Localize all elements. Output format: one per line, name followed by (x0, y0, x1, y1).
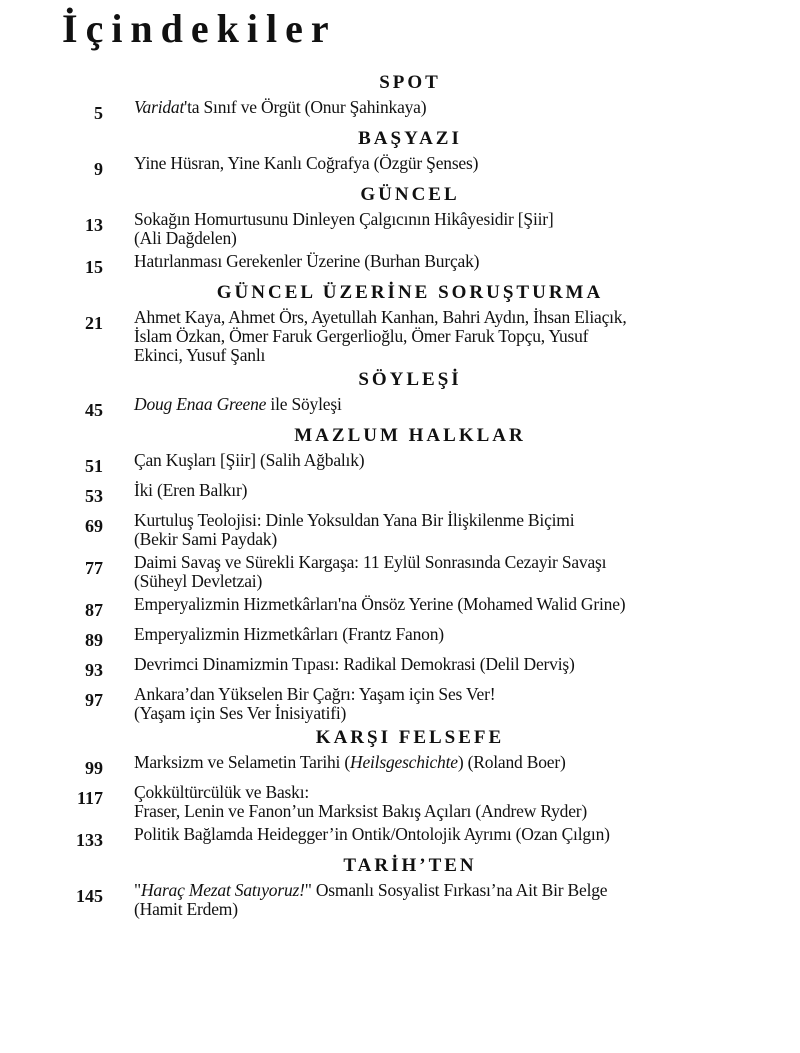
entry-text: İslam Özkan, Ömer Faruk Gergerlioğlu, Ömer Faruk Topçu, Yusuf (134, 326, 589, 346)
entry-text: Fraser, Lenin ve Fanon’un Marksist Bakış Açıları (Andrew Ryder) (134, 801, 588, 821)
entry-line (134, 346, 774, 365)
entry-title (134, 481, 774, 500)
entry-line (134, 252, 774, 271)
entry-title (134, 553, 774, 591)
entry-text: Devrimci Dinamizmin Tıpası: Radikal Demokrasi (Delil Derviş) (134, 654, 575, 674)
entry-text: Ankara’dan Yükselen Bir Çağrı: Yaşam için Ses Ver! (134, 684, 496, 704)
entry-title (134, 210, 774, 248)
entry-line (134, 655, 774, 674)
entry-line (134, 511, 774, 530)
section-heading: MAZLUM HALKLAR (294, 425, 526, 446)
entry-line (134, 825, 774, 844)
entry-text: Yine Hüsran, Yine Kanlı Coğrafya (Özgür Şenses) (134, 153, 479, 173)
entry-line (134, 753, 774, 772)
toc-entry (0, 783, 800, 821)
entry-line (134, 308, 774, 327)
entry-text: Sokağın Homurtusunu Dinleyen Çalgıcının Hikâyesidir [Şiir] (134, 209, 554, 229)
page-number: 53 (85, 486, 103, 506)
page-number: 21 (85, 313, 103, 333)
entry-text: Hatırlanması Gerekenler Üzerine (Burhan Burçak) (134, 251, 480, 271)
italic-text: Varidat (134, 97, 185, 117)
table-of-contents (0, 72, 800, 923)
section-heading: SPOT (379, 72, 441, 93)
toc-entry (0, 395, 800, 421)
italic-text: Haraç Mezat Satıyoruz! (140, 880, 305, 900)
entry-title (134, 783, 774, 821)
entry-line (134, 625, 774, 644)
entry-text: " (134, 880, 141, 900)
entry-text: 'ta Sınıf ve Örgüt (Onur Şahinkaya) (184, 97, 427, 117)
entry-title (134, 753, 774, 772)
section-heading: BAŞYAZI (358, 128, 462, 149)
page-number: 93 (85, 660, 103, 680)
entry-line (134, 685, 774, 704)
entry-line (134, 210, 774, 229)
entry-title (134, 395, 774, 414)
entry-line (134, 900, 774, 919)
page-number: 69 (85, 516, 103, 536)
entry-title (134, 451, 774, 470)
entry-line (134, 572, 774, 591)
toc-entry (0, 252, 800, 278)
entry-line (134, 327, 774, 346)
toc-entry (0, 98, 800, 124)
entry-line (134, 451, 774, 470)
entry-text: Marksizm ve Selametin Tarihi ( (134, 752, 351, 772)
entry-text: Ahmet Kaya, Ahmet Örs, Ayetullah Kanhan, Bahri Aydın, İhsan Eliaçık, (134, 307, 627, 327)
entry-title (134, 825, 774, 844)
entry-title (134, 881, 774, 919)
page-number: 15 (85, 257, 103, 277)
toc-entry (0, 753, 800, 779)
page-number: 9 (94, 159, 103, 179)
entry-line (134, 530, 774, 549)
page-number: 117 (76, 788, 103, 808)
toc-entry (0, 210, 800, 248)
entry-title (134, 154, 774, 173)
entry-text: ile Söyleşi (266, 394, 342, 414)
toc-entry (0, 625, 800, 651)
entry-text: (Süheyl Devletzai) (134, 571, 263, 591)
italic-text: Heilsgeschichte (350, 752, 458, 772)
toc-entry (0, 511, 800, 549)
entry-line (134, 802, 774, 821)
page-number: 13 (85, 215, 103, 235)
entry-text: Emperyalizmin Hizmetkârları (Frantz Fanon) (134, 624, 444, 644)
entry-line (134, 704, 774, 723)
entry-title (134, 685, 774, 723)
page-title: İçindekiler (62, 6, 337, 51)
entry-text: (Bekir Sami Paydak) (134, 529, 277, 549)
toc-entry (0, 154, 800, 180)
italic-text: Doug Enaa Greene (134, 394, 267, 414)
page-number: 145 (76, 886, 103, 906)
page-number: 89 (85, 630, 103, 650)
entry-line (134, 595, 774, 614)
section-heading: SÖYLEŞİ (358, 369, 462, 390)
entry-text: ) (Roland Boer) (457, 752, 566, 772)
toc-entry (0, 553, 800, 591)
toc-entry (0, 308, 800, 365)
entry-line (134, 481, 774, 500)
entry-line (134, 229, 774, 248)
page-number: 87 (85, 600, 103, 620)
page-number: 45 (85, 400, 103, 420)
section-heading: GÜNCEL (360, 184, 460, 205)
entry-text: Politik Bağlamda Heidegger’in Ontik/Ontolojik Ayrımı (Ozan Çılgın) (134, 824, 610, 844)
toc-entry (0, 451, 800, 477)
toc-entry (0, 595, 800, 621)
entry-text: Çan Kuşları [Şiir] (Salih Ağbalık) (134, 450, 365, 470)
entry-text: (Hamit Erdem) (134, 899, 238, 919)
entry-text: Çokkültürcülük ve Baskı: (134, 782, 310, 802)
entry-line (134, 395, 774, 414)
entry-line (134, 553, 774, 572)
page-number: 51 (85, 456, 103, 476)
section-heading: GÜNCEL ÜZERİNE SORUŞTURMA (216, 282, 604, 303)
entry-title (134, 252, 774, 271)
entry-title (134, 511, 774, 549)
toc-entry (0, 881, 800, 919)
toc-entry (0, 481, 800, 507)
entry-line (134, 98, 774, 117)
toc-entry (0, 825, 800, 851)
page-number: 5 (94, 103, 103, 123)
entry-text: (Yaşam için Ses Ver İnisiyatifi) (134, 703, 347, 723)
page-number: 77 (85, 558, 103, 578)
entry-title (134, 655, 774, 674)
entry-text: Daimi Savaş ve Sürekli Kargaşa: 11 Eylül Sonrasında Cezayir Savaşı (134, 552, 607, 572)
page-number: 133 (76, 830, 103, 850)
section-heading: KARŞI FELSEFE (315, 727, 505, 748)
entry-title (134, 625, 774, 644)
entry-text: Kurtuluş Teolojisi: Dinle Yoksuldan Yana Bir İlişkilenme Biçimi (134, 510, 575, 530)
page-number: 99 (85, 758, 103, 778)
entry-line (134, 154, 774, 173)
entry-title (134, 308, 774, 365)
page-number: 97 (85, 690, 103, 710)
entry-text: " Osmanlı Sosyalist Fırkası’na Ait Bir Belge (304, 880, 608, 900)
toc-entry (0, 655, 800, 681)
entry-line (134, 783, 774, 802)
toc-entry (0, 685, 800, 723)
entry-text: (Ali Dağdelen) (134, 228, 237, 248)
entry-text: İki (Eren Balkır) (134, 480, 248, 500)
entry-text: Emperyalizmin Hizmetkârları'na Önsöz Yerine (Mohamed Walid Grine) (134, 594, 626, 614)
entry-text: Ekinci, Yusuf Şanlı (134, 345, 266, 365)
entry-title (134, 98, 774, 117)
entry-line (134, 881, 774, 900)
section-heading: TARİH’TEN (343, 855, 477, 876)
entry-title (134, 595, 774, 614)
